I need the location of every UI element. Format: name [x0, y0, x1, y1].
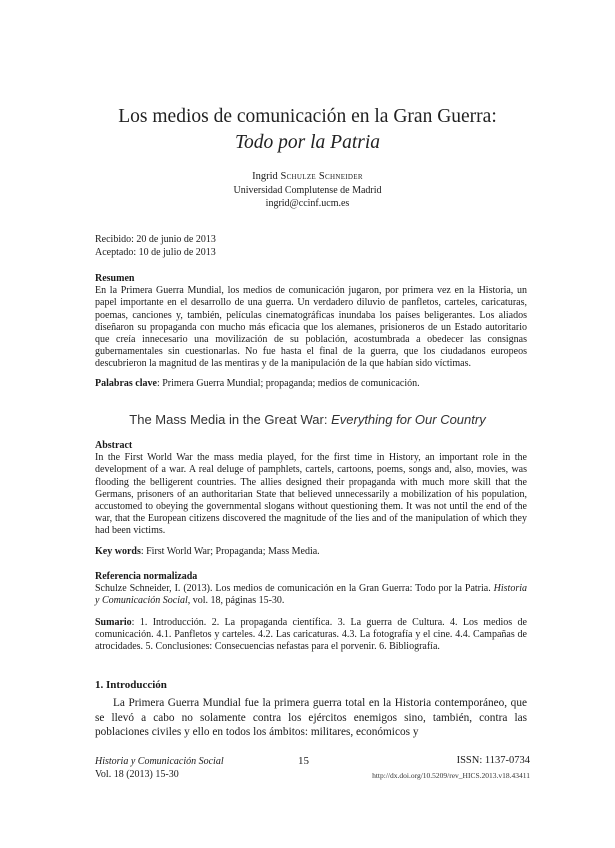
author-given-name: Ingrid	[252, 171, 278, 182]
footer-journal-info	[95, 755, 224, 781]
affiliation-text: Universidad Complutense de Madrid	[233, 185, 382, 196]
referencia-text	[95, 583, 527, 607]
referencia-heading: Referencia normalizada	[95, 571, 198, 582]
referencia-normalizada	[95, 571, 527, 608]
introduccion-paragraph: La Primera Guerra Mundial fue la primera guerra total en la Historia contemporáneo, que se llevó a cabo no solamente contra los ejércitos enemigos sino, también, contra las poblaciones civiles y ello en todos los ámbitos: militares, económicos y	[95, 697, 527, 738]
abstract-section	[95, 440, 527, 538]
referencia-journal: Historia y Comunicación Social	[95, 583, 527, 607]
footer-issn: ISSN: 1137-0734	[456, 755, 530, 766]
key-words-text: : First World War; Propaganda; Mass Media.	[140, 546, 320, 557]
page-number: 15	[298, 755, 309, 767]
article-dates	[95, 233, 216, 259]
palabras-clave	[95, 378, 527, 390]
english-title	[60, 411, 555, 428]
sumario	[95, 617, 527, 654]
abstract-heading: Abstract	[95, 440, 133, 451]
key-words	[95, 546, 527, 558]
title-main: Los medios de comunicación en la Gran Guerra:	[118, 106, 497, 127]
footer-journal: Historia y Comunicación Social	[95, 756, 224, 767]
english-title-main: The Mass Media in the Great War:	[129, 412, 332, 427]
accepted-date: Aceptado: 10 de julio de 2013	[95, 247, 216, 258]
author-email[interactable]: ingrid@ccinf.ucm.es	[265, 198, 350, 209]
palabras-clave-text: : Primera Guerra Mundial; propaganda; medios de comunicación.	[156, 378, 420, 389]
footer-volume: Vol. 18 (2013) 15-30	[95, 769, 179, 780]
received-date: Recibido: 20 de junio de 2013	[95, 234, 216, 245]
section-heading-introduccion: 1. Introducción	[95, 679, 167, 691]
referencia-volume: , vol. 18, páginas 15-30.	[187, 595, 285, 607]
article-title	[60, 104, 555, 156]
footer-doi-link[interactable]: http://dx.doi.org/10.5209/rev_HICS.2013.v18.43411	[372, 771, 530, 780]
sumario-label: Sumario	[95, 617, 132, 628]
resumen-text: En la Primera Guerra Mundial, los medios de comunicación jugaron, por primera vez en la Historia, un papel importante en el desarrollo de una guerra. Un verdadero diluvio de panfletos, carteles, caricaturas, poemas, canciones y, también, películas cinematográficas inundaba los países beligerantes. Los aliados diseñaron su propaganda con mucho más eficacia que los alemanes, prisioneros de un Estado autoritario que creía innecesario una movilización de su población, acostumbrada a obedecer las consignas gubernamentales sin cuestionarlas. No fue hasta el final de la guerra, que los ciudadanos europeos descubrieron la magnitud de las mentiras y de la manipulación de la que habían sido víctimas.	[95, 285, 527, 370]
english-title-subtitle: Everything for Our Country	[331, 412, 486, 427]
resumen-section	[95, 273, 527, 371]
title-subtitle: Todo por la Patria	[234, 132, 381, 153]
author-name	[60, 170, 555, 184]
author-family-name: Schulze Schneider	[280, 171, 363, 182]
sumario-text: : 1. Introducción. 2. La propaganda científica. 3. La guerra de Cultura. 4. Los medios de comunicación. 4.1. Panfletos y carteles. 4.2. Las caricaturas. 4.3. La fotografía y el cine. 4.4. Campañas de atrocidades. 5. Conclusiones: Consecuencias nefastas para el porvenir. 6. Bibliografía.	[95, 617, 527, 653]
referencia-citation: Schulze Schneider, I. (2013). Los medios de comunicación en la Gran Guerra: Todo por la Patria.	[95, 583, 494, 595]
resumen-heading: Resumen	[95, 273, 135, 284]
author-affiliation	[60, 184, 555, 210]
abstract-text: In the First World War the mass media played, for the first time in History, an important role in the development of a war. A real deluge of pamphlets, cartels, cartoons, poems, songs and, also, movies, was flooding the belligerent countries. The allies designed their propaganda with much more skill that the Germans, prisoners of an authoritarian State that believed unnecessarily a mobilization of his population, accustomed to obeying the governmental slogans without questioning them. It was not until the end of the war, that the European citizens discovered the magnitude of the lies and of the manipulation of which they had been victims.	[95, 452, 527, 537]
key-words-label: Key words	[95, 546, 141, 557]
palabras-clave-label: Palabras clave	[95, 378, 157, 389]
